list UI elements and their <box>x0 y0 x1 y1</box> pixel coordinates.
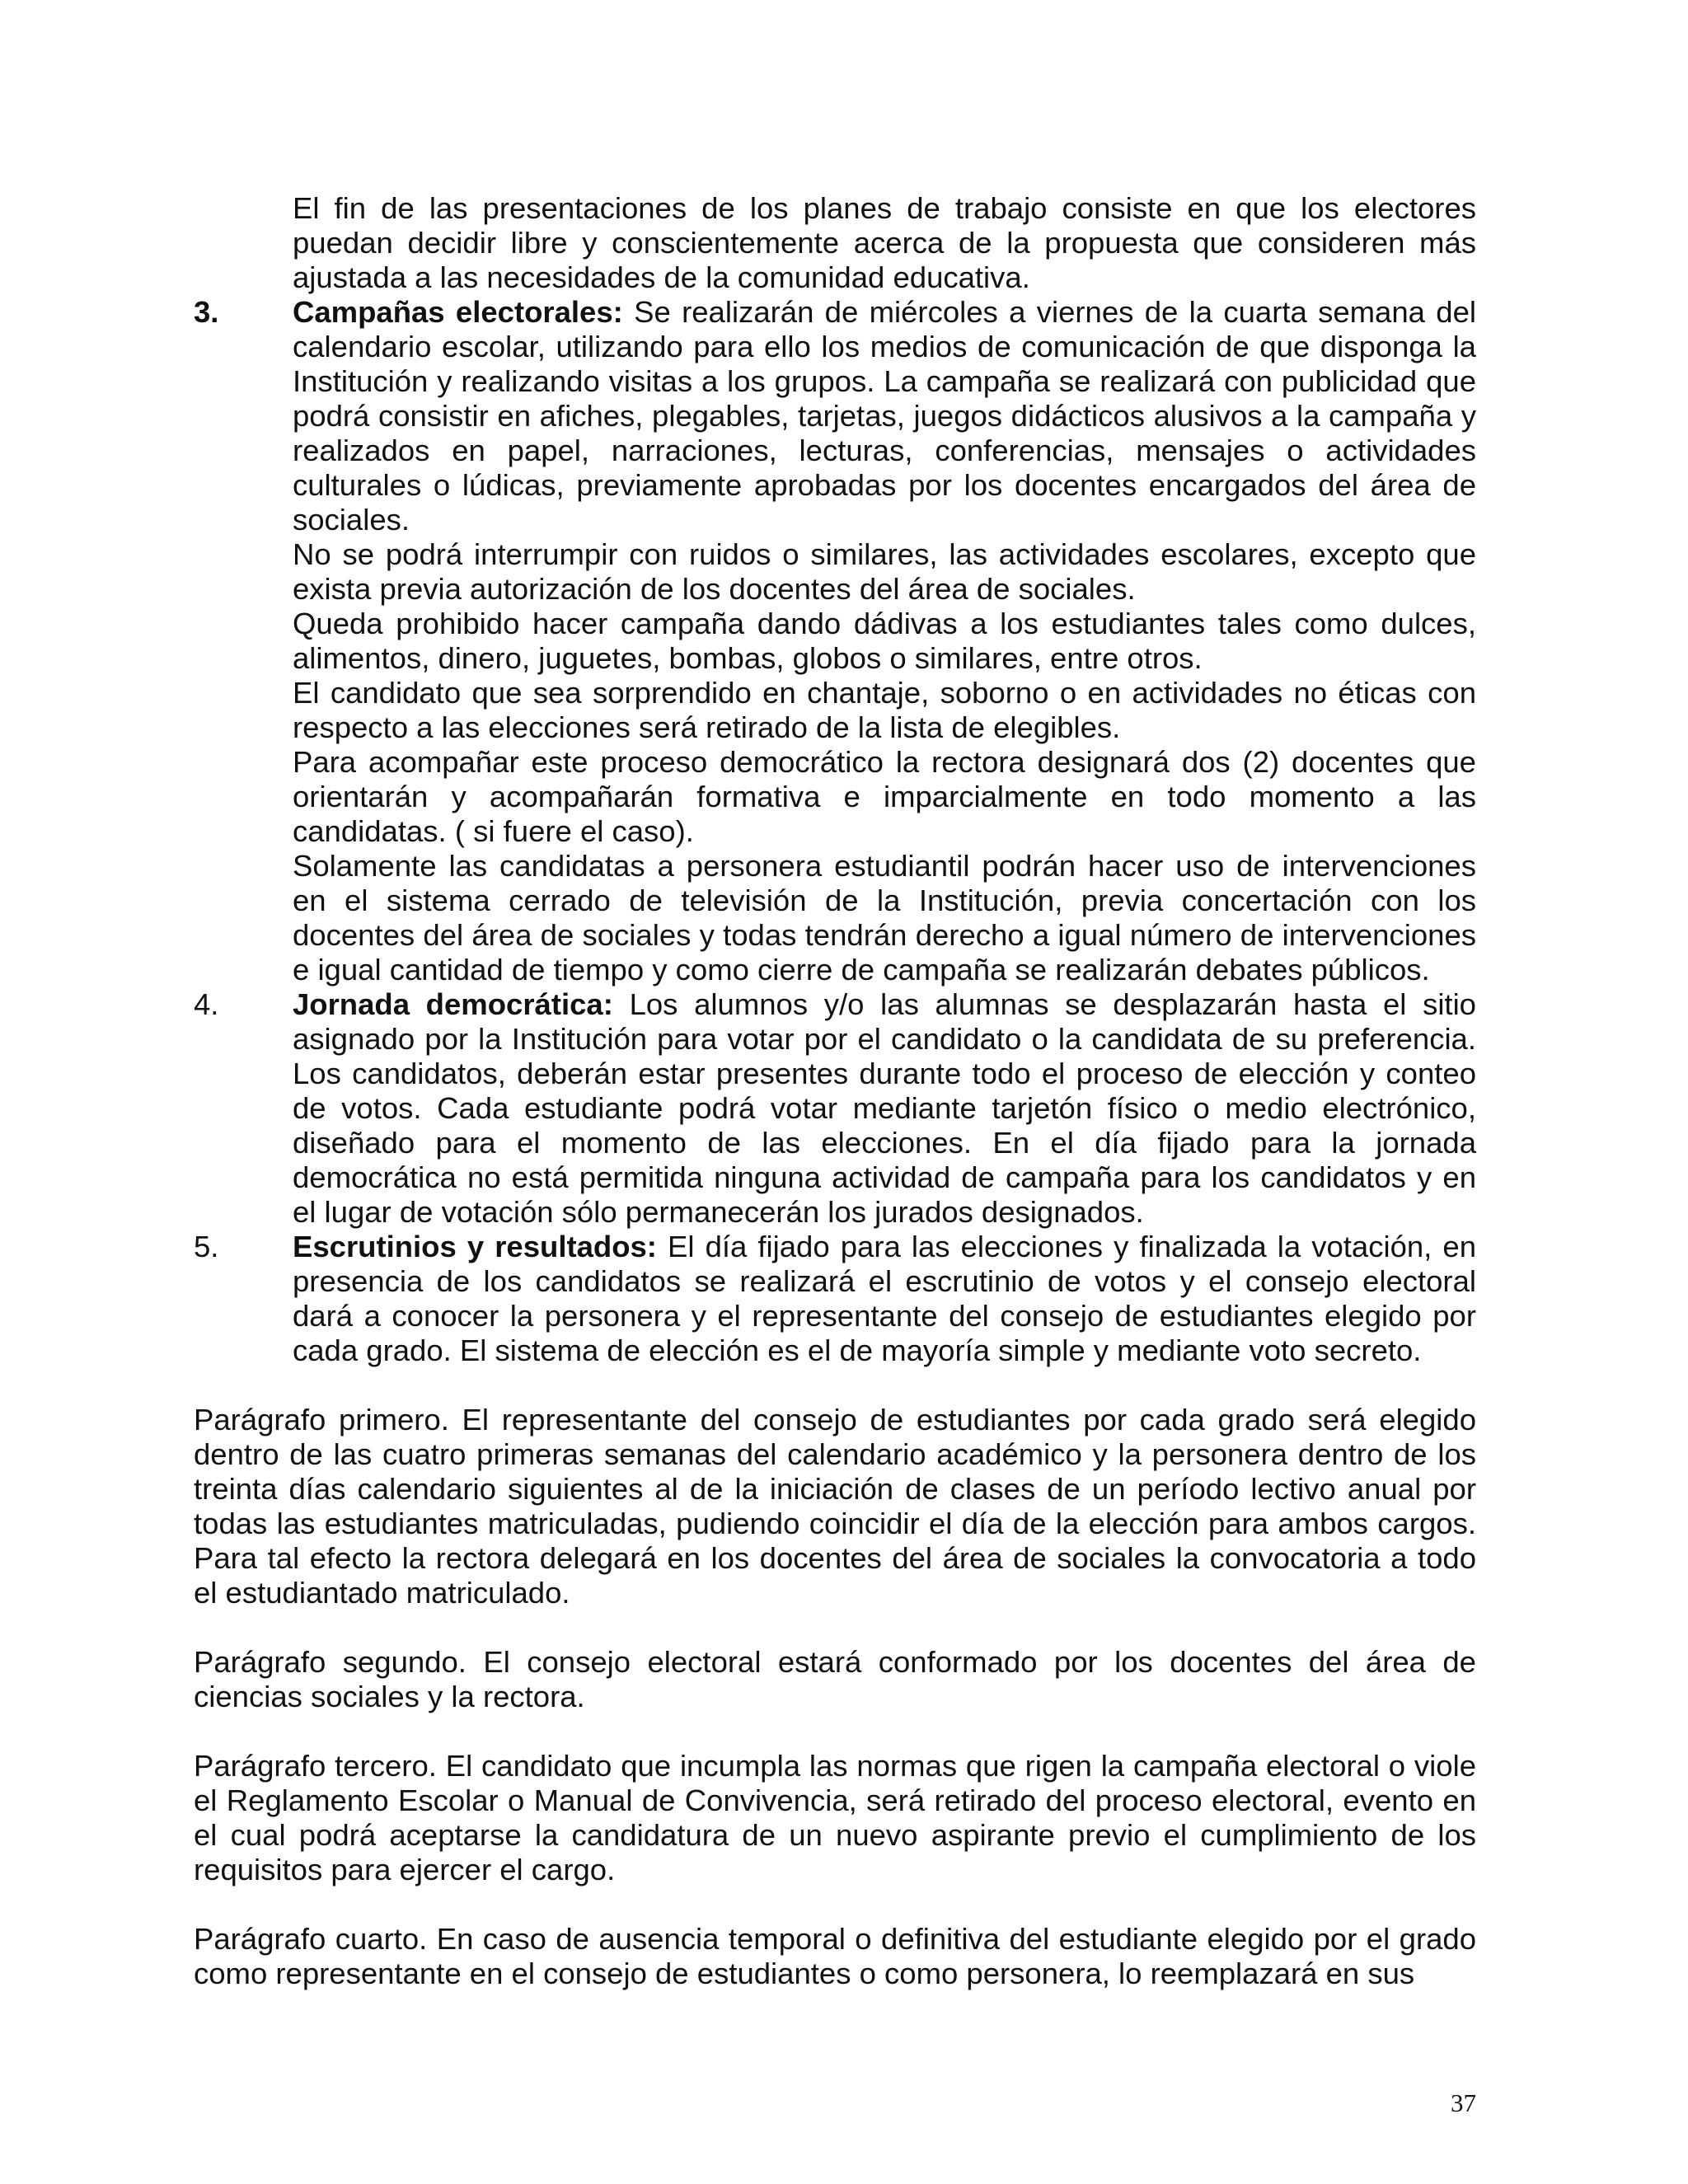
item-number: 5. <box>194 1230 219 1263</box>
page-number: 37 <box>1451 2088 1476 2117</box>
item-number: 3. <box>194 295 219 329</box>
item-paragraph <box>293 987 1476 1230</box>
document-body <box>194 191 1476 1991</box>
item-subparagraph: Queda prohibido hacer campaña dando dádivas a los estudiantes tales como dulces, alimentos, dinero, juguetes, bombas, globos o similares, entre otros. <box>293 607 1476 675</box>
list-item-3 <box>194 295 1476 987</box>
paragrafo-tercero: Parágrafo tercero. El candidato que incumpla las normas que rigen la campaña electoral o viole el Reglamento Escolar o Manual de Convivencia, será retirado del proceso electoral, evento en el cual podrá aceptarse la candidatura de un nuevo aspirante previo el cumplimiento de los requisitos para ejercer el cargo. <box>194 1749 1476 1886</box>
paragrafo-segundo: Parágrafo segundo. El consejo electoral estará conformado por los docentes del área de ciencias sociales y la rectora. <box>194 1645 1476 1713</box>
item-heading: Campañas electorales: <box>293 295 623 329</box>
item-subparagraph: Solamente las candidatas a personera estudiantil podrán hacer uso de intervenciones en el sistema cerrado de televisión de la Institución, previa concertación con los docentes del área de sociales y todas tendrán derecho a igual número de intervenciones e igual cantidad de tiempo y como cierre de campaña se realizarán debates públicos. <box>293 849 1476 987</box>
item-text: Se realizarán de miércoles a viernes de la cuarta semana del calendario escolar, utilizando para ello los medios de comunicación de que disponga la Institución y realizando visitas a los grupos. La campaña se realizará con publicidad que podrá consistir en afiches, plegables, tarjetas, juegos didácticos alusivos a la campaña y realizados en papel, narraciones, lecturas, conferencias, mensajes o actividades culturales o lúdicas, previamente aprobadas por los docentes encargados del área de sociales. <box>293 295 1476 537</box>
list-item-4 <box>194 987 1476 1230</box>
item-heading: Escrutinios y resultados: <box>293 1230 657 1263</box>
item-subparagraph: El candidato que sea sorprendido en chantaje, soborno o en actividades no éticas con respecto a las elecciones será retirado de la lista de elegibles. <box>293 676 1476 744</box>
item-paragraph <box>293 1230 1476 1368</box>
list-item-5 <box>194 1230 1476 1368</box>
item-subparagraph: Para acompañar este proceso democrático la rectora designará dos (2) docentes que orientarán y acompañarán formativa e imparcialmente en todo momento a las candidatas. ( si fuere el caso). <box>293 745 1476 848</box>
item-number: 4. <box>194 987 219 1021</box>
intro-paragraph: El fin de las presentaciones de los planes de trabajo consiste en que los electores puedan decidir libre y conscientemente acerca de la propuesta que consideren más ajustada a las necesidades de la comunidad educativa. <box>293 191 1476 294</box>
item-text: El día fijado para las elecciones y finalizada la votación, en presencia de los candidatos se realizará el escrutinio de votos y el consejo electoral dará a conocer la personera y el representante del consejo de estudiantes elegido por cada grado. El sistema de elección es el de mayoría simple y mediante voto secreto. <box>293 1230 1476 1367</box>
item-paragraph <box>293 295 1476 537</box>
paragrafo-cuarto: Parágrafo cuarto. En caso de ausencia temporal o definitiva del estudiante elegido por el grado como representante en el consejo de estudiantes o como personera, lo reemplazará en sus <box>194 1922 1476 1990</box>
item-heading: Jornada democrática: <box>293 987 613 1021</box>
item-text: Los alumnos y/o las alumnas se desplazarán hasta el sitio asignado por la Institución para votar por el candidato o la candidata de su preferencia. Los candidatos, deberán estar presentes durante todo el proceso de elección y conteo de votos. Cada estudiante podrá votar mediante tarjetón físico o medio electrónico, diseñado para el momento de las elecciones. En el día fijado para la jornada democrática no está permitida ninguna actividad de campaña para los candidatos y en el lugar de votación sólo permanecerán los jurados designados. <box>293 987 1476 1229</box>
paragrafo-primero: Parágrafo primero. El representante del consejo de estudiantes por cada grado será elegido dentro de las cuatro primeras semanas del calendario académico y la personera dentro de los treinta días calendario siguientes al de la iniciación de clases de un período lectivo anual por todas las estudiantes matriculadas, pudiendo coincidir el día de la elección para ambos cargos. Para tal efecto la rectora delegará en los docentes del área de sociales la convocatoria a todo el estudiantado matriculado. <box>194 1403 1476 1610</box>
item-subparagraph: No se podrá interrumpir con ruidos o similares, las actividades escolares, excepto que exista previa autorización de los docentes del área de sociales. <box>293 537 1476 606</box>
